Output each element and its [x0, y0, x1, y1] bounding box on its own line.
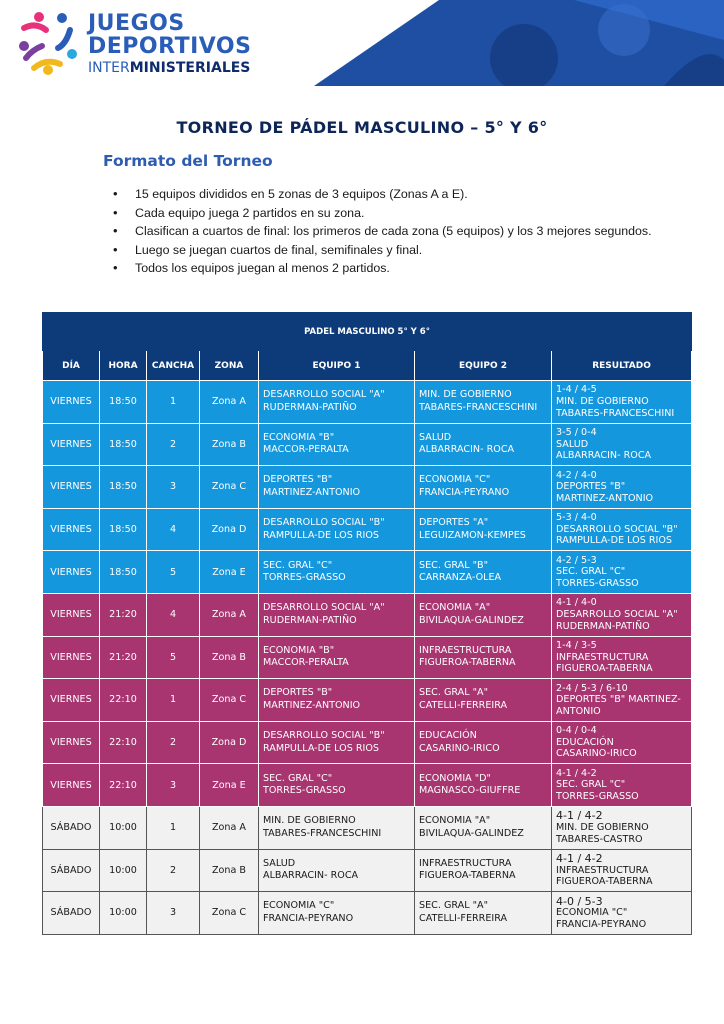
result-cell [552, 721, 692, 764]
player-names: TORRES-GRASSO [263, 572, 346, 584]
winner-text: DESARROLLO SOCIAL "B" [556, 523, 678, 535]
zone-cell: Zona C [200, 679, 259, 722]
player-names: TABARES-FRANCESCHINI [263, 827, 382, 839]
result-cell [552, 466, 692, 509]
team2-cell [415, 381, 552, 424]
player-names: LEGUIZAMON-KEMPES [419, 529, 526, 541]
court-cell: 1 [147, 806, 200, 849]
time-cell: 22:10 [100, 764, 147, 807]
day-cell: VIERNES [43, 423, 100, 466]
logo-text [88, 12, 251, 77]
team1-cell [259, 849, 415, 892]
team-name: SALUD [419, 431, 452, 443]
team2-cell [415, 849, 552, 892]
zone-cell: Zona D [200, 508, 259, 551]
zone-cell: Zona A [200, 381, 259, 424]
format-heading: Formato del Torneo [103, 152, 273, 170]
list-item: • Cada equipo juega 2 partidos en su zona. [113, 204, 713, 223]
team-name: ECONOMIA "C" [263, 900, 335, 912]
winner-text: TABARES-CASTRO [556, 833, 643, 845]
logo-inter: INTER [88, 60, 130, 76]
player-names: RAMPULLA-DE LOS RIOS [263, 742, 379, 754]
team-name: DESARROLLO SOCIAL "B" [263, 517, 385, 529]
team-name: SEC. GRAL "A" [419, 687, 489, 699]
team-name: EDUCACIÓN [419, 730, 477, 742]
score-text: 0-4 / 0-4 [556, 725, 597, 737]
table-row [43, 593, 692, 636]
court-cell: 1 [147, 679, 200, 722]
team-name: INFRAESTRUCTURA [419, 644, 512, 656]
zone-cell: Zona E [200, 764, 259, 807]
winner-text: SEC. GRAL "C" [556, 779, 626, 791]
player-names: FRANCIA-PEYRANO [419, 486, 510, 498]
winner-text: FIGUEROA-TABERNA [556, 876, 653, 888]
team-name: SEC. GRAL "B" [419, 559, 489, 571]
player-names: FIGUEROA-TABERNA [419, 657, 516, 669]
player-names: BIVILAQUA-GALINDEZ [419, 614, 524, 626]
team-name: ECONOMIA "B" [263, 644, 335, 656]
player-names: MARTINEZ-ANTONIO [263, 699, 361, 711]
day-cell: VIERNES [43, 381, 100, 424]
zone-cell: Zona A [200, 806, 259, 849]
team2-cell [415, 593, 552, 636]
table-row [43, 381, 692, 424]
day-cell: VIERNES [43, 466, 100, 509]
zone-cell: Zona D [200, 721, 259, 764]
player-names: FRANCIA-PEYRANO [263, 912, 354, 924]
winner-text: DEPORTES "B" MARTINEZ- [556, 694, 681, 706]
column-header: RESULTADO [552, 351, 692, 381]
schedule-table [42, 312, 692, 935]
team-name: DESARROLLO SOCIAL "A" [263, 389, 385, 401]
score-text: 4-2 / 5-3 [556, 554, 597, 566]
logo [18, 10, 258, 80]
team-name: SEC. GRAL "C" [263, 559, 333, 571]
court-cell: 1 [147, 381, 200, 424]
table-row [43, 764, 692, 807]
team2-cell [415, 679, 552, 722]
team1-cell [259, 721, 415, 764]
schedule-table-container [42, 312, 691, 935]
format-list [113, 185, 713, 278]
team2-cell [415, 551, 552, 594]
table-body [43, 381, 692, 935]
zone-cell: Zona B [200, 423, 259, 466]
winner-text: SEC. GRAL "C" [556, 566, 626, 578]
team-name: SEC. GRAL "A" [419, 900, 489, 912]
winner-text: ECONOMIA "C" [556, 907, 628, 919]
time-cell: 10:00 [100, 849, 147, 892]
team-name: ECONOMIA "C" [419, 474, 491, 486]
winner-text: DESARROLLO SOCIAL "A" [556, 608, 678, 620]
winner-text: TORRES-GRASSO [556, 577, 639, 589]
player-names: BIVILAQUA-GALINDEZ [419, 827, 524, 839]
list-item: • 15 equipos divididos en 5 zonas de 3 equipos (Zonas A a E). [113, 185, 713, 204]
team-name: DEPORTES "B" [263, 687, 333, 699]
winner-text: FIGUEROA-TABERNA [556, 663, 653, 675]
score-text: 5-3 / 4-0 [556, 512, 597, 524]
score-text: 4-1 / 4-2 [556, 851, 603, 865]
result-cell [552, 679, 692, 722]
player-names: RAMPULLA-DE LOS RIOS [263, 529, 379, 541]
team-name: ECONOMIA "A" [419, 602, 491, 614]
list-item: • Luego se juegan cuartos de final, semifinales y final. [113, 241, 713, 260]
table-row [43, 466, 692, 509]
team-name: DESARROLLO SOCIAL "A" [263, 602, 385, 614]
day-cell: VIERNES [43, 508, 100, 551]
court-cell: 3 [147, 466, 200, 509]
day-cell: VIERNES [43, 679, 100, 722]
winner-text: RAMPULLA-DE LOS RIOS [556, 535, 672, 547]
team-name: ECONOMIA "D" [419, 772, 491, 784]
table-title: PADEL MASCULINO 5° Y 6° [43, 313, 692, 351]
team2-cell [415, 721, 552, 764]
score-text: 4-1 / 4-0 [556, 597, 597, 609]
table-row [43, 892, 692, 935]
table-row [43, 849, 692, 892]
player-names: CATELLI-FERREIRA [419, 912, 508, 924]
team1-cell [259, 381, 415, 424]
court-cell: 5 [147, 551, 200, 594]
column-header: ZONA [200, 351, 259, 381]
time-cell: 18:50 [100, 423, 147, 466]
day-cell: SÁBADO [43, 806, 100, 849]
score-text: 4-0 / 5-3 [556, 894, 603, 908]
team-name: SALUD [263, 857, 296, 869]
court-cell: 5 [147, 636, 200, 679]
day-cell: SÁBADO [43, 892, 100, 935]
team-name: ECONOMIA "A" [419, 815, 491, 827]
table-row [43, 679, 692, 722]
court-cell: 4 [147, 593, 200, 636]
winner-text: TABARES-FRANCESCHINI [556, 407, 675, 419]
winner-text: ALBARRACIN- ROCA [556, 450, 652, 462]
team1-cell [259, 892, 415, 935]
time-cell: 22:10 [100, 721, 147, 764]
team-name: MIN. DE GOBIERNO [263, 815, 356, 827]
score-text: 3-5 / 0-4 [556, 427, 597, 438]
player-names: MACCOR-PERALTA [263, 444, 349, 456]
day-cell: SÁBADO [43, 849, 100, 892]
team1-cell [259, 508, 415, 551]
team-name: ECONOMIA "B" [263, 431, 335, 443]
team1-cell [259, 764, 415, 807]
column-header: EQUIPO 2 [415, 351, 552, 381]
team-name: SEC. GRAL "C" [263, 772, 333, 784]
table-row [43, 508, 692, 551]
team2-cell [415, 508, 552, 551]
result-cell [552, 381, 692, 424]
table-row [43, 423, 692, 466]
team-name: DEPORTES "A" [419, 517, 489, 529]
result-cell [552, 806, 692, 849]
court-cell: 4 [147, 508, 200, 551]
team2-cell [415, 423, 552, 466]
list-item: • Clasifican a cuartos de final: los primeros de cada zona (5 equipos) y los 3 mejores segundos. [113, 222, 713, 241]
team2-cell [415, 466, 552, 509]
winner-text: EDUCACIÓN [556, 736, 614, 748]
result-cell [552, 764, 692, 807]
team1-cell [259, 593, 415, 636]
zone-cell: Zona B [200, 849, 259, 892]
time-cell: 18:50 [100, 466, 147, 509]
table-row [43, 551, 692, 594]
zone-cell: Zona B [200, 636, 259, 679]
day-cell: VIERNES [43, 593, 100, 636]
result-cell [552, 593, 692, 636]
table-row [43, 721, 692, 764]
winner-text: MIN. DE GOBIERNO [556, 396, 649, 407]
header-decoration-graphic [274, 0, 724, 86]
player-names: TORRES-GRASSO [263, 785, 346, 797]
result-cell [552, 636, 692, 679]
time-cell: 18:50 [100, 551, 147, 594]
winner-text: MIN. DE GOBIERNO [556, 821, 649, 833]
zone-cell: Zona A [200, 593, 259, 636]
score-text: 4-1 / 4-2 [556, 809, 603, 823]
list-item: • Todos los equipos juegan al menos 2 partidos. [113, 259, 713, 278]
player-names: CARRANZA-OLEA [419, 572, 502, 584]
score-text: 4-1 / 4-2 [556, 767, 597, 779]
result-cell [552, 508, 692, 551]
time-cell: 22:10 [100, 679, 147, 722]
winner-text: INFRAESTRUCTURA [556, 864, 649, 876]
zone-cell: Zona C [200, 466, 259, 509]
team2-cell [415, 892, 552, 935]
score-text: 2-4 / 5-3 / 6-10 [556, 682, 628, 694]
player-names: TABARES-FRANCESCHINI [419, 401, 538, 413]
zone-cell: Zona E [200, 551, 259, 594]
day-cell: VIERNES [43, 721, 100, 764]
player-names: ALBARRACIN- ROCA [419, 444, 515, 456]
team-name: DEPORTES "B" [263, 474, 333, 486]
column-header: DÍA [43, 351, 100, 381]
logo-line-3 [88, 59, 251, 77]
day-cell: VIERNES [43, 764, 100, 807]
court-cell: 2 [147, 849, 200, 892]
time-cell: 18:50 [100, 381, 147, 424]
player-names: RUDERMAN-PATIÑO [263, 614, 357, 626]
player-names: MAGNASCO-GIUFFRE [419, 785, 521, 797]
winner-text: SALUD [556, 438, 589, 450]
result-cell [552, 551, 692, 594]
player-names: RUDERMAN-PATIÑO [263, 401, 357, 413]
court-cell: 3 [147, 892, 200, 935]
player-names: MARTINEZ-ANTONIO [263, 486, 361, 498]
team1-cell [259, 551, 415, 594]
player-names: MACCOR-PERALTA [263, 657, 349, 669]
table-row [43, 636, 692, 679]
column-header: EQUIPO 1 [259, 351, 415, 381]
score-text: 1-4 / 4-5 [556, 384, 597, 396]
result-cell [552, 423, 692, 466]
court-cell: 2 [147, 721, 200, 764]
team-name: MIN. DE GOBIERNO [419, 389, 512, 401]
time-cell: 21:20 [100, 636, 147, 679]
team2-cell [415, 764, 552, 807]
team1-cell [259, 423, 415, 466]
logo-figures-icon [18, 10, 80, 76]
column-header: CANCHA [147, 351, 200, 381]
day-cell: VIERNES [43, 636, 100, 679]
team1-cell [259, 679, 415, 722]
day-cell: VIERNES [43, 551, 100, 594]
time-cell: 21:20 [100, 593, 147, 636]
score-text: 4-2 / 4-0 [556, 469, 597, 481]
winner-text: CASARINO-IRICO [556, 748, 637, 760]
result-cell [552, 849, 692, 892]
team1-cell [259, 806, 415, 849]
player-names: FIGUEROA-TABERNA [419, 870, 516, 882]
page-header [0, 0, 724, 88]
player-names: CASARINO-IRICO [419, 742, 500, 754]
court-cell: 2 [147, 423, 200, 466]
winner-text: TORRES-GRASSO [556, 790, 639, 802]
time-cell: 10:00 [100, 892, 147, 935]
court-cell: 3 [147, 764, 200, 807]
team2-cell [415, 636, 552, 679]
winner-text: ANTONIO [556, 705, 601, 717]
team-name: INFRAESTRUCTURA [419, 857, 512, 869]
player-names: CATELLI-FERREIRA [419, 699, 508, 711]
result-cell [552, 892, 692, 935]
winner-text: RUDERMAN-PATIÑO [556, 620, 650, 632]
team1-cell [259, 466, 415, 509]
player-names: ALBARRACIN- ROCA [263, 870, 359, 882]
time-cell: 18:50 [100, 508, 147, 551]
winner-text: MARTINEZ-ANTONIO [556, 492, 654, 504]
time-cell: 10:00 [100, 806, 147, 849]
logo-line-2: DEPORTIVOS [88, 34, 252, 59]
logo-line-1: JUEGOS [88, 11, 185, 36]
logo-ministeriales: MINISTERIALES [129, 60, 251, 76]
winner-text: FRANCIA-PEYRANO [556, 918, 647, 930]
page-title: TORNEO DE PÁDEL MASCULINO – 5° Y 6° [176, 118, 548, 137]
winner-text: INFRAESTRUCTURA [556, 651, 649, 663]
team2-cell [415, 806, 552, 849]
winner-text: DEPORTES "B" [556, 481, 626, 493]
score-text: 1-4 / 3-5 [556, 639, 597, 651]
team-name: DESARROLLO SOCIAL "B" [263, 730, 385, 742]
team1-cell [259, 636, 415, 679]
zone-cell: Zona C [200, 892, 259, 935]
table-row [43, 806, 692, 849]
column-header: HORA [100, 351, 147, 381]
